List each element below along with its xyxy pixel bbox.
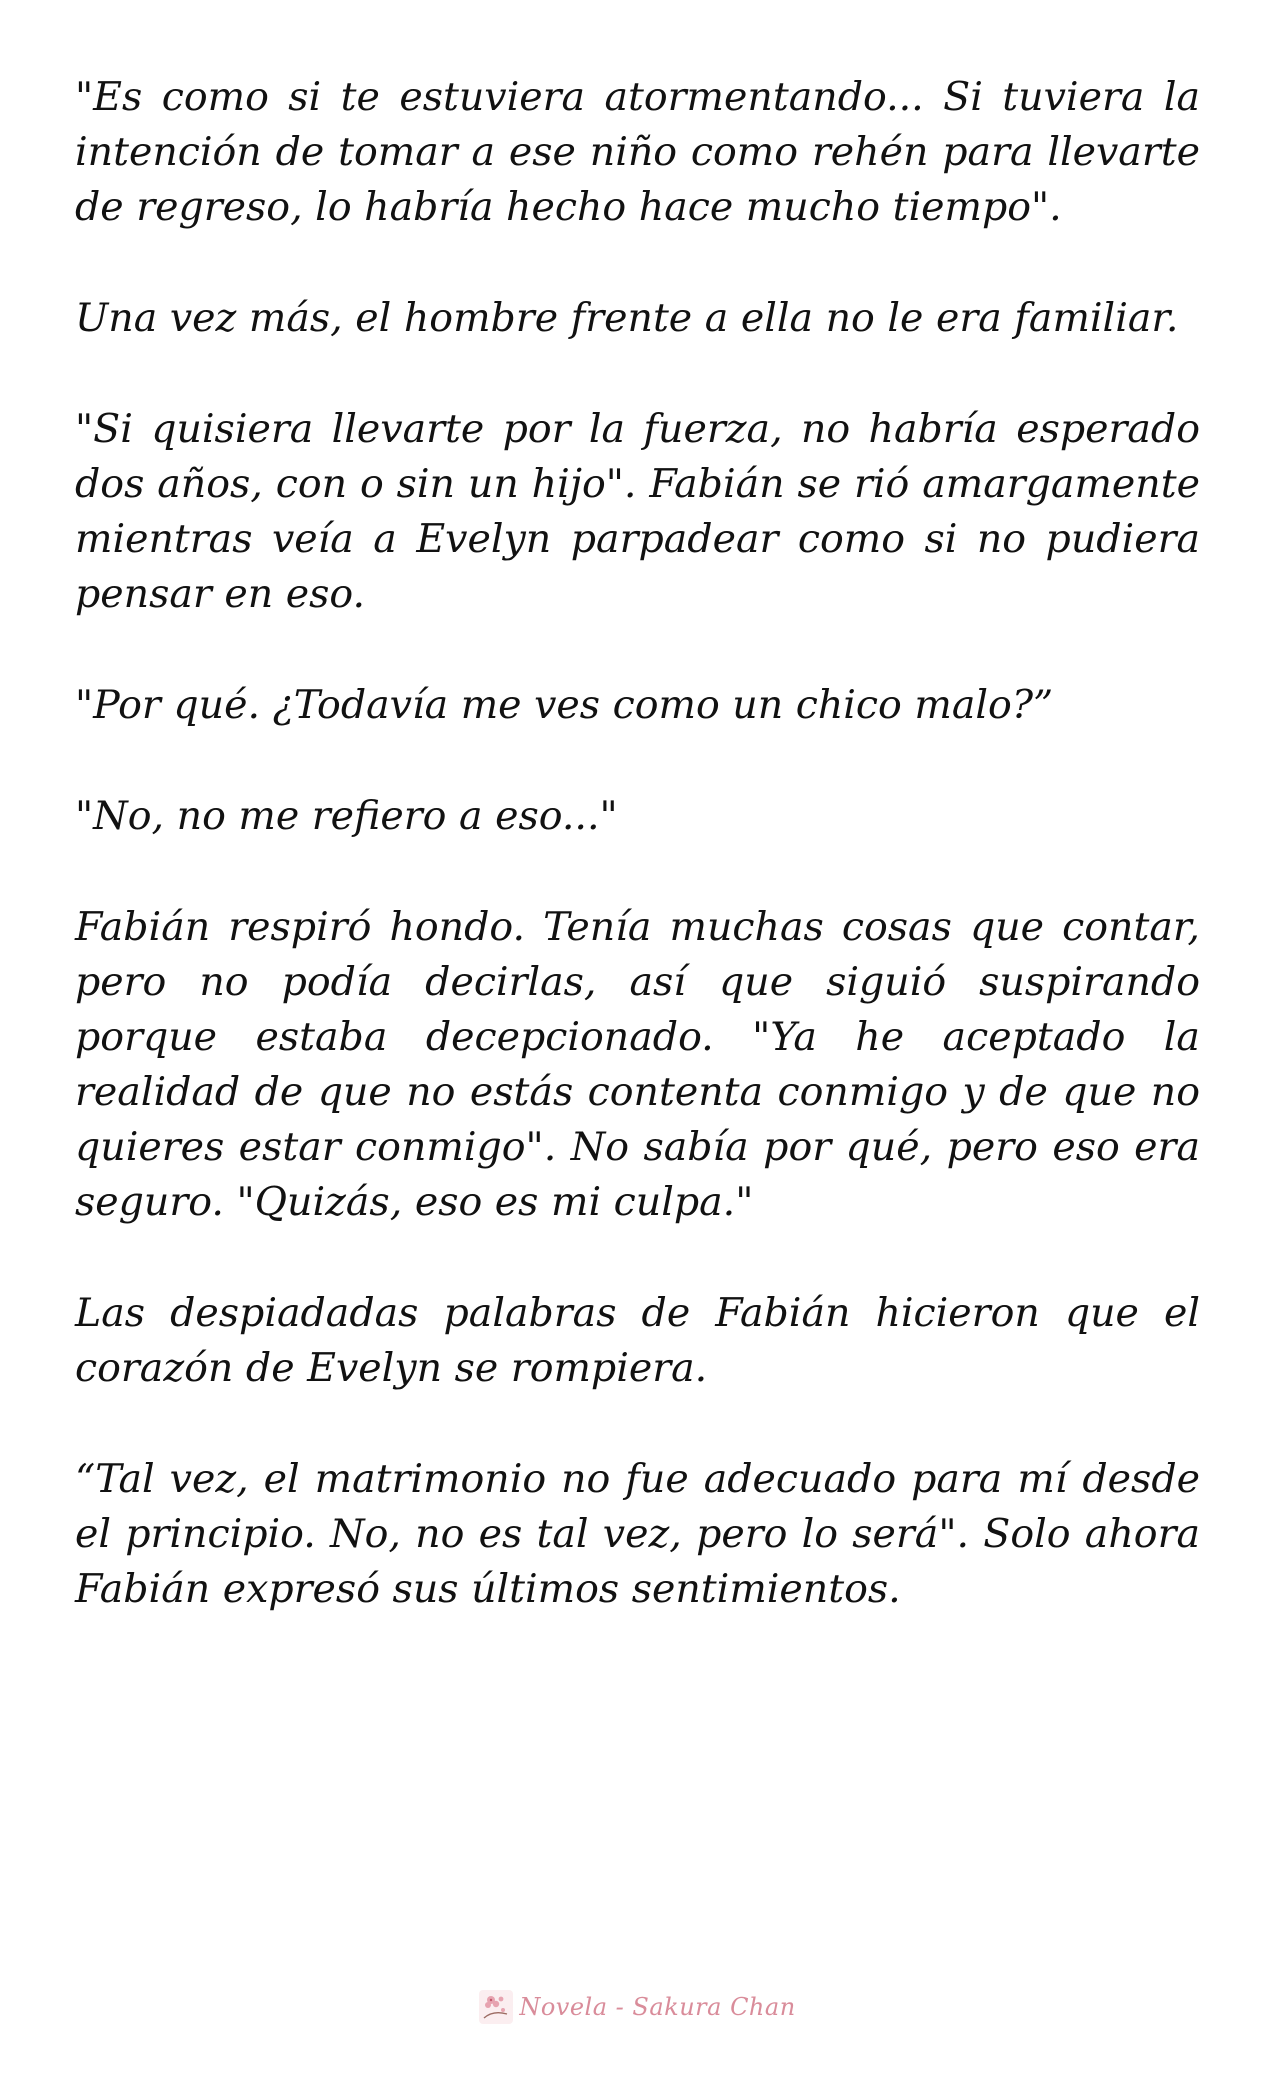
sakura-flower-icon: [479, 1990, 513, 2024]
paragraph-6: Fabián respiró hondo. Tenía muchas cosas que contar, pero no podía decirlas, así que siguió suspirando porque estaba decepcionado. "Ya he aceptado la realidad de que no estás contenta conmigo y de que no quieres estar conmigo". No sabía por qué, pero eso era seguro. "Quizás, eso es mi culpa.": [75, 904, 1200, 1225]
paragraph-3: "Si quisiera llevarte por la fuerza, no habría esperado dos años, con o sin un hijo". Fabián se rió amargamente mientras veía a Evelyn parpadear como si no pudiera pensar en eso.: [75, 406, 1200, 617]
paragraph-7: Las despiadadas palabras de Fabián hicieron que el corazón de Evelyn se rompiera.: [75, 1290, 1200, 1391]
paragraph-4: "Por qué. ¿Todavía me ves como un chico malo?”: [75, 682, 1054, 728]
paragraph-5: "No, no me refiero a eso...": [75, 793, 618, 839]
paragraph-1: "Es como si te estuviera atormentando... Si tuviera la intención de tomar a ese niño como rehén para llevarte de regreso, lo habría hecho hace mucho tiempo".: [75, 74, 1200, 230]
watermark-text: Novela - Sakura Chan: [519, 1993, 796, 2021]
footer-watermark: [0, 1990, 1275, 2030]
document-body: [75, 70, 1200, 1673]
watermark-group: [479, 1990, 795, 2024]
paragraph-8: “Tal vez, el matrimonio no fue adecuado para mí desde el principio. No, no es tal vez, pero lo será". Solo ahora Fabián expresó sus últimos sentimientos.: [75, 1456, 1200, 1612]
paragraph-2: Una vez más, el hombre frente a ella no le era familiar.: [75, 295, 1179, 341]
